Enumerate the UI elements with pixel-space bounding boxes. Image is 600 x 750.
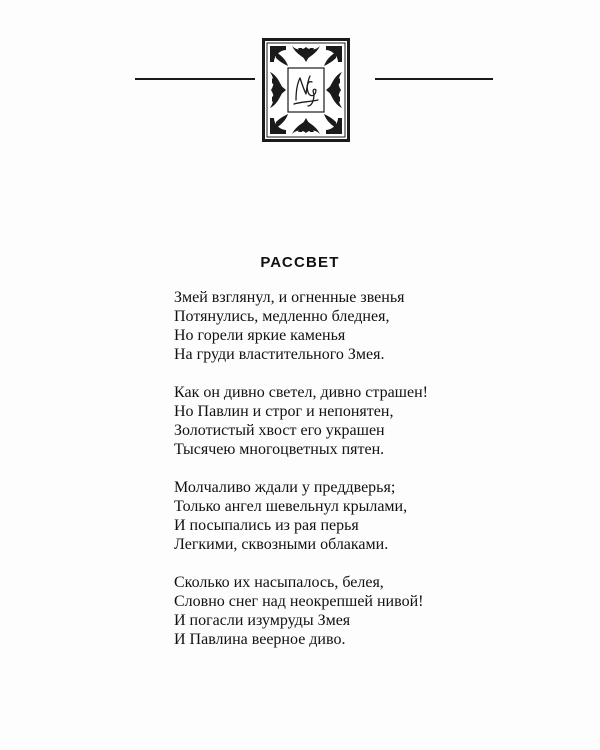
poem-line: И погасли изумруды Змея: [174, 612, 351, 629]
poem-line: Только ангел шевельнул крылами,: [174, 498, 408, 515]
poem-line: Но горели яркие каменья: [174, 327, 346, 344]
poem-line: И посыпались из рая перья: [174, 517, 359, 534]
poem-line: Золотистый хвост его украшен: [174, 422, 385, 439]
poem-line: Но Павлин и строг и непонятен,: [174, 403, 394, 420]
poem-title: РАССВЕТ: [260, 254, 340, 271]
stanza-4: [174, 573, 514, 649]
monogram-emblem-icon: [262, 38, 350, 142]
poem-line: Сколько их насыпалось, белея,: [174, 574, 384, 591]
poem-line: Змей взглянул, и огненные звенья: [174, 289, 405, 306]
poem-line: И Павлина веерное диво.: [174, 631, 346, 648]
header-rule-left: [135, 78, 255, 80]
poem-line: Как он дивно светел, дивно страшен!: [174, 384, 428, 401]
poem-line: Легкими, сквозными облаками.: [174, 536, 389, 553]
stanza-1: [174, 288, 514, 364]
poem-line: Словно снег над неокрепшей нивой!: [174, 593, 424, 610]
poem-line: Тысячею многоцветных пятен.: [174, 441, 385, 458]
header-rule-right: [375, 78, 493, 80]
poem-line: Молчаливо ждали у преддверья;: [174, 479, 396, 496]
poem-body: [174, 288, 514, 668]
stanza-2: [174, 383, 514, 459]
stanza-3: [174, 478, 514, 554]
poem-line: На груди властительного Змея.: [174, 346, 385, 363]
poem-line: Потянулись, медленно бледнея,: [174, 308, 390, 325]
